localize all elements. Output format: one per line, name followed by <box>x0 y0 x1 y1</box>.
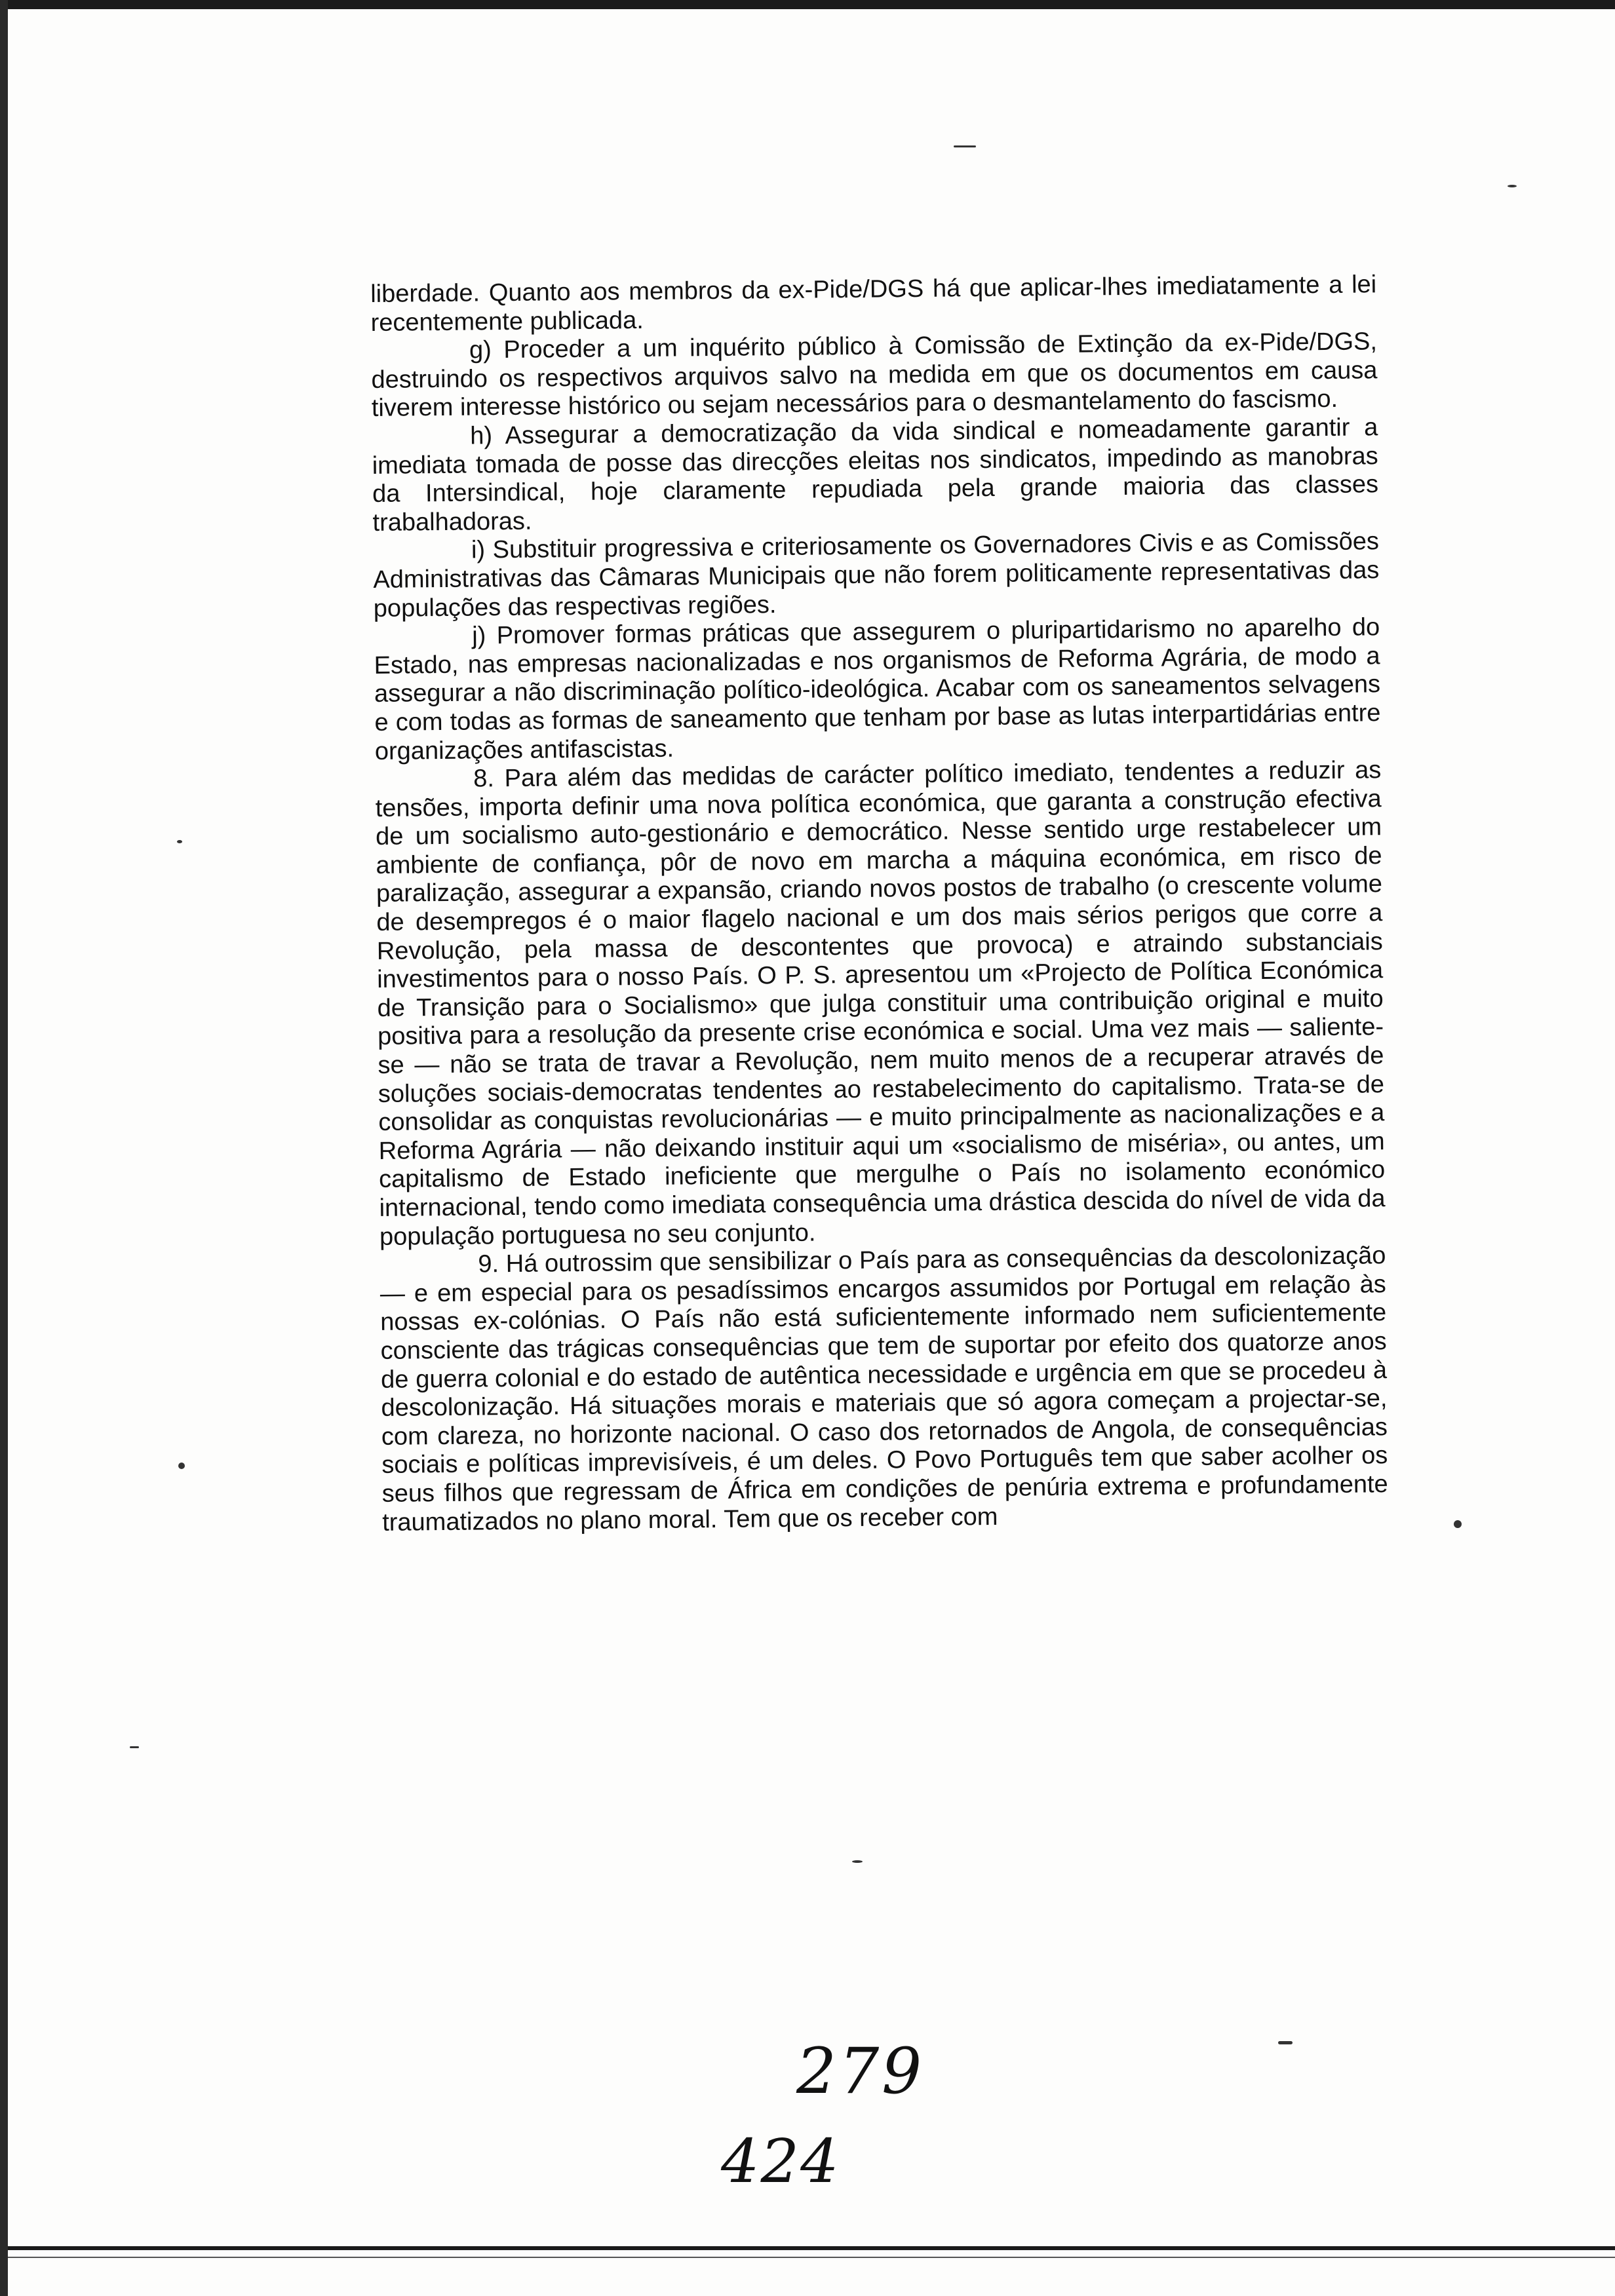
handwritten-folio-number: 424 <box>721 2126 840 2196</box>
scan-speck <box>954 145 976 147</box>
scan-speck <box>852 1860 863 1863</box>
paragraph-continuation: liberdade. Quanto aos membros da ex-Pide/DGS há que aplicar-lhes imediatamente a lei recentemente publicada. <box>370 271 1377 337</box>
handwritten-page-number: 279 <box>796 2035 925 2108</box>
paragraph-section-9: 9. Há outrossim que sensibilizar o País para as consequências da descolonização — e em especial para os pesadíssimos encargos assumidos por Portugal em relação às nossas ex-colónias. O País não está suficientemente informado nem suficientemente consciente das trágicas consequências que tem de suportar por efeito dos quatorze anos de guerra colonial e do estado de autêntica necessidade e urgência em que se procedeu à descolonização. Há situações morais e materiais que só agora começam a projectar-se, com clareza, no horizonte nacional. O caso dos retornados de Angola, de consequências sociais e políticas imprevisíveis, é um deles. O Povo Português tem que saber acolher os seus filhos que regressam de África em condições de penúria extrema e profundamente traumatizados no plano moral. Tem que os receber com <box>379 1242 1388 1537</box>
document-body <box>370 271 1388 1537</box>
scan-speck <box>1454 1520 1462 1528</box>
paragraph-item-g: g) Proceder a um inquérito público à Comissão de Extinção da ex-Pide/DGS, destruindo os respectivos arquivos salvo na medida em que os documentos em causa tiverem interesse histórico ou sejam necessários para o desmantelamento do fascismo. <box>371 328 1378 423</box>
scan-border-bottom-line <box>8 2257 1615 2258</box>
scan-border-bottom <box>8 2246 1615 2250</box>
scan-speck <box>178 1463 185 1469</box>
scan-border-left <box>0 0 8 2296</box>
scan-speck <box>130 1746 139 1748</box>
paragraph-section-8: 8. Para além das medidas de carácter político imediato, tendentes a reduzir as tensões, importa definir uma nova política económica, que garanta a construção efectiva de um socialismo auto-gestionário e democrático. Nesse sentido urge restabelecer um ambiente de confiança, pôr de novo em marcha a máquina económica, em risco de paralização, assegurar a expansão, criando novos postos de trabalho (o crescente volume de desempregos é o maior flagelo nacional e um dos mais sérios perigos que corre a Revolução, pela massa de descontentes que provoca) e atraindo substanciais investimentos para o nosso País. O P. S. apresentou um «Projecto de Política Económica de Transição para o Socialismo» que julga constituir uma contribuição original e muito positiva para a resolução da presente crise económica e social. Uma vez mais — saliente-se — não se trata de travar a Revolução, nem muito menos de a recuperar através de soluções sociais-democratas tendentes ao restabelecimento do capitalismo. Trata-se de consolidar as conquistas revolucionárias — e muito principalmente as nacionalizações e a Reforma Agrária — não deixando instituir aqui um «socialismo de miséria», ou antes, um capitalismo de Estado ineficiente que mergulhe o País no isolamento económico internacional, tendo como imediata consequência uma drástica descida do nível de vida da população portuguesa no seu conjunto. <box>375 756 1386 1251</box>
paragraph-item-i: i) Substituir progressiva e criteriosamente os Governadores Civis e as Comissões Administrativas das Câmaras Municipais que não forem politicamente representativas das populações das respectivas regiões. <box>373 527 1380 622</box>
paragraph-item-j: j) Promover formas práticas que assegurem o pluripartidarismo no aparelho do Estado, nas empresas nacionalizadas e nos organismos de Reforma Agrária, de modo a assegurar a não discriminação político-ideológica. Acabar com os saneamentos selvagens e com todas as formas de saneamento que tenham por base as lutas interpartidárias entre organizações antifascistas. <box>374 613 1381 765</box>
scan-border-top <box>0 0 1615 9</box>
paragraph-item-h: h) Assegurar a democratização da vida sindical e nomeadamente garantir a imediata tomada de posse das direcções eleitas nos sindicatos, impedindo as manobras da Intersindical, hoje claramente repudiada pela grande maioria das classes trabalhadoras. <box>372 413 1379 537</box>
scan-speck <box>177 840 182 843</box>
scan-speck <box>1508 185 1517 187</box>
scan-speck <box>1278 2041 1293 2044</box>
